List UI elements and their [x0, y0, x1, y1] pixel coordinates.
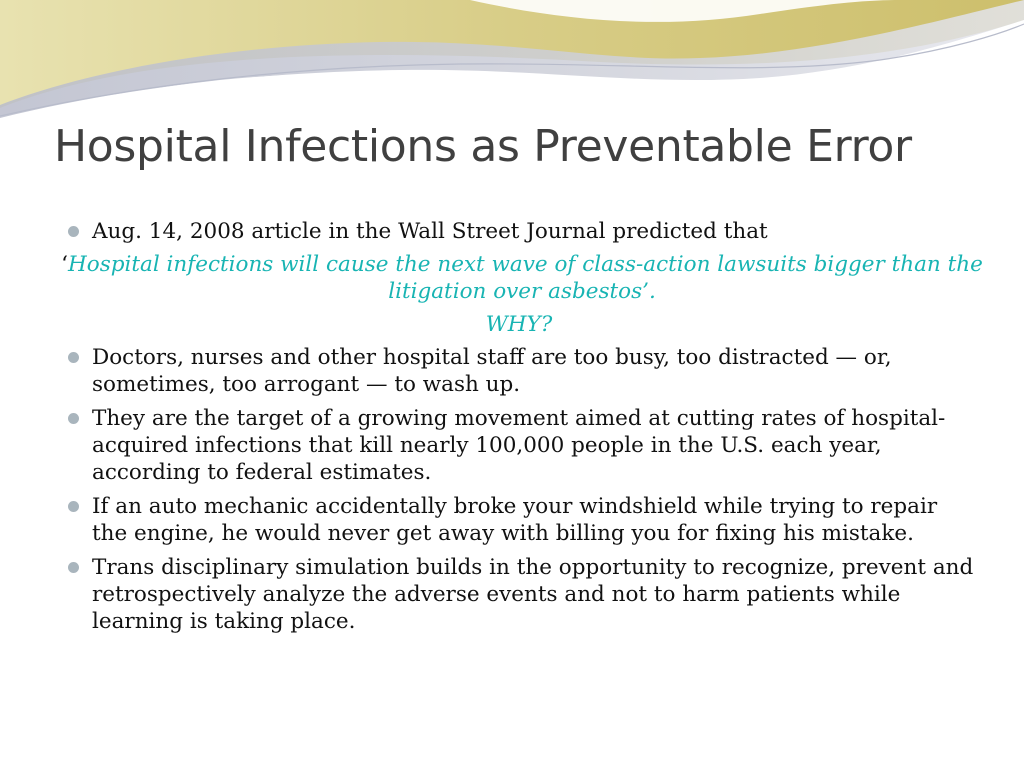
quote-open-mark: ‘	[61, 252, 68, 277]
bullet-item	[64, 493, 974, 547]
bullet-dot-icon	[68, 501, 79, 512]
bullet-text: If an auto mechanic accidentally broke your windshield while trying to repair the engine, he would never get away with billing you for fixing his mistake.	[92, 494, 938, 546]
why-line: WHY?	[485, 312, 553, 337]
bullet-intro-text: Aug. 14, 2008 article in the Wall Street Journal predicted that	[92, 219, 768, 244]
bullet-item	[64, 344, 974, 398]
bullet-dot-icon	[68, 562, 79, 573]
quote-text: Hospital infections will cause the next wave of class-action lawsuits bigger than the litigation over asbestos’.	[68, 252, 983, 304]
header-wave-decoration	[0, 0, 1024, 130]
quote-block	[50, 251, 994, 305]
bullet-dot-icon	[68, 413, 79, 424]
bullet-dot-icon	[68, 352, 79, 363]
bullet-item	[64, 554, 974, 635]
slide-title: Hospital Infections as Preventable Error	[54, 121, 912, 172]
bullet-dot-icon	[68, 226, 79, 237]
bullet-intro	[64, 218, 974, 245]
bullet-text: Doctors, nurses and other hospital staff are too busy, too distracted — or, sometimes, too arrogant — to wash up.	[92, 345, 892, 397]
slide-body	[61, 218, 983, 642]
bullet-text: They are the target of a growing movement aimed at cutting rates of hospital-acquired infections that kill nearly 100,000 people in the U.S. each year, according to federal estimates.	[92, 406, 946, 485]
bullet-text: Trans disciplinary simulation builds in the opportunity to recognize, prevent and retrospectively analyze the adverse events and not to harm patients while learning is taking place.	[92, 555, 974, 634]
bullet-item	[64, 405, 974, 486]
